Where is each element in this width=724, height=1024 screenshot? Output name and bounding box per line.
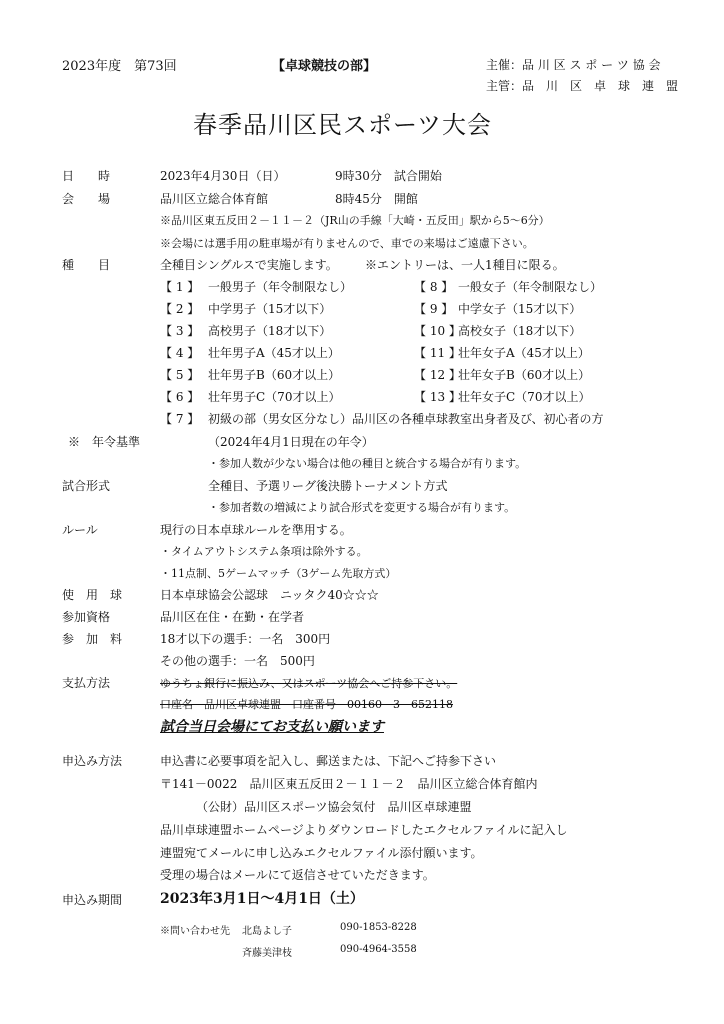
event-name: 壮年女子B（60才以上） (458, 368, 591, 382)
event-name: 壮年女子C（70才以上） (458, 390, 591, 404)
fee-other: その他の選手：一名 500円 (160, 654, 315, 668)
venue-label: 会 場 (62, 192, 111, 206)
contact-phone-1: 090-1853-8228 (340, 922, 417, 933)
apply-line-6: 受理の場合はメールにて返信させていただきます。 (160, 868, 435, 882)
event-num: 【 10 】 (414, 324, 461, 338)
event-name: 高校男子（18才以下） (208, 324, 332, 338)
event-num: 【 11 】 (414, 346, 461, 360)
event-num: 【 9 】 (414, 302, 454, 316)
event-num: 【 12 】 (414, 368, 461, 382)
event-name: 壮年男子C（70才以上） (208, 390, 341, 404)
event-num: 【 5 】 (160, 368, 200, 382)
format-value: 全種目、予選リーグ後決勝トーナメント方式 (208, 479, 448, 493)
venue-name: 品川区立総合体育館 (160, 192, 269, 206)
age-basis-note: ・参加人数が少ない場合は他の種目と統合する場合が有ります。 (208, 457, 527, 470)
rules-label: ルール (62, 523, 98, 537)
age-basis-label: ※ 年令基準 (68, 435, 141, 449)
event-num: 【 1 】 (160, 280, 200, 294)
period-label: 申込み期間 (62, 893, 123, 907)
apply-line-4: 品川卓球連盟ホームページよりダウンロードしたエクセルファイルに記入し (160, 823, 568, 837)
contact-name-1: 北島よし子 (242, 926, 292, 937)
payment-label: 支払方法 (62, 676, 111, 690)
venue-note-parking: ※会場には選手用の駐車場が有りませんので、車での来場はご遠慮下さい。 (160, 237, 534, 250)
division-text: 【卓球競技の部】 (272, 59, 377, 74)
open-time: 8時45分 開館 (335, 192, 418, 206)
events-label: 種 目 (62, 258, 111, 272)
apply-line-3: （公財）品川区スポーツ協会気付 品川区卓球連盟 (196, 800, 472, 814)
contact-name-2: 斉藤美津枝 (242, 948, 292, 959)
event-name: 壮年男子B（60才以上） (208, 368, 341, 382)
organizer-text: 主催：品 川 区 ス ポ ー ツ 協 会 (486, 58, 661, 72)
rules-note-timeout: ・タイムアウトシステム条項は除外する。 (160, 545, 368, 558)
contact-label: ※問い合わせ先 (160, 926, 230, 937)
ball-label: 使 用 球 (62, 588, 123, 602)
event-name: 高校女子（18才以下） (458, 324, 582, 338)
edition-text: 2023年度 第73回 (62, 59, 177, 74)
age-basis-value: （2024年4月1日現在の年令） (208, 435, 374, 449)
apply-line-5: 連盟宛てメールに申し込みエクセルファイル添付願います。 (160, 846, 483, 860)
payment-current: 試合当日会場にてお支払い願います (160, 719, 384, 735)
period-value: 2023年3月1日～4月1日（土） (160, 891, 364, 907)
venue-note-access: ※品川区東五反田２－１１－２（JR山の手線「大崎・五反田」駅から5～6分） (160, 214, 550, 227)
event-name: 中学女子（15才以下） (458, 302, 582, 316)
event-name: 一般男子（年令制限なし） (208, 280, 353, 294)
rules-note-games: ・11点制、5ゲームマッチ（3ゲーム先取方式） (160, 567, 397, 580)
contact-phone-2: 090-4964-3558 (340, 944, 417, 955)
event-num: 【 6 】 (160, 390, 200, 404)
event-name: 壮年男子A（45才以上） (208, 346, 340, 360)
start-time: 9時30分 試合開始 (335, 169, 442, 183)
apply-line-2: 〒141－0022 品川区東五反田２－１１－２ 品川区立総合体育館内 (160, 777, 538, 791)
payment-struck-account: 口座名 品川区卓球連盟 口座番号 00160－3－652118 (160, 698, 453, 711)
payment-struck-transfer: ゆうちょ銀行に振込み、又はスポーツ協会へご持参下さい。 (160, 677, 458, 690)
format-label: 試合形式 (62, 479, 111, 493)
event-name-beginner: 初級の部（男女区分なし）品川区の各種卓球教室出身者及び、初心者の方 (208, 412, 604, 426)
entry-note: ※エントリーは、一人1種目に限る。 (365, 258, 565, 272)
event-num: 【 7 】 (160, 412, 200, 426)
event-name: 中学男子（15才以下） (208, 302, 332, 316)
fee-label: 参 加 料 (62, 632, 123, 646)
apply-label: 申込み方法 (62, 754, 123, 768)
eligibility-value: 品川区在住・在勤・在学者 (160, 610, 305, 624)
event-num: 【 8 】 (414, 280, 454, 294)
eligibility-label: 参加資格 (62, 610, 111, 624)
format-note: ・参加者数の増減により試合形式を変更する場合が有ります。 (208, 501, 516, 514)
rules-value: 現行の日本卓球ルールを準用する。 (160, 523, 352, 537)
date-value: 2023年4月30日（日） (160, 169, 286, 183)
events-intro: 全種目シングルスで実施します。 (160, 258, 338, 272)
fee-youth: 18才以下の選手：一名 300円 (160, 632, 331, 646)
date-label: 日 時 (62, 169, 111, 183)
event-num: 【 2 】 (160, 302, 200, 316)
event-num: 【 13 】 (414, 390, 461, 404)
event-num: 【 4 】 (160, 346, 200, 360)
ball-value: 日本卓球協会公認球 ニッタク40☆☆☆ (160, 588, 379, 602)
event-num: 【 3 】 (160, 324, 200, 338)
event-name: 壮年女子A（45才以上） (458, 346, 590, 360)
apply-line-1: 申込書に必要事項を記入し、郵送または、下記へご持参下さい (160, 754, 497, 768)
manager-text: 主管：品 川 区 卓 球 連 盟 (486, 79, 679, 93)
event-name: 一般女子（年令制限なし） (458, 280, 603, 294)
page-title: 春季品川区民スポーツ大会 (193, 111, 493, 139)
